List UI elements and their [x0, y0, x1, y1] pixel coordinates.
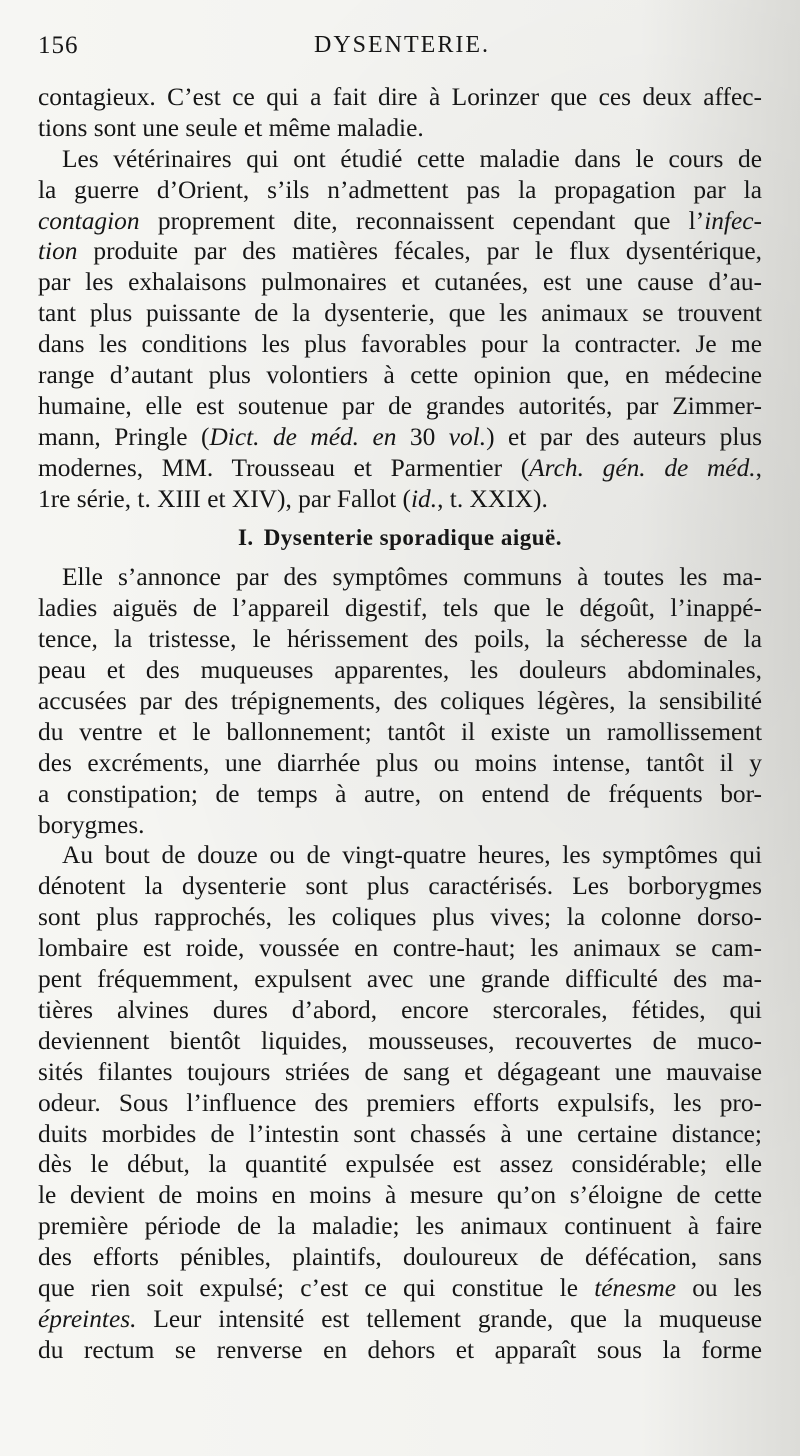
text-line: contagieux. C’est ce qui a fait dire à Lorinzer que ces deux affec- — [38, 83, 762, 111]
text-line: dans les conditions les plus favorables pour la contracter. Je me — [38, 330, 762, 359]
italic-term: contagion — [38, 206, 140, 235]
italic-term: ténesme — [594, 1273, 676, 1302]
text-line: humaine, elle est soutenue par de grandes autorités, par Zimmer- — [38, 391, 762, 420]
text-line: borygmes. — [38, 810, 145, 839]
text-line: par les exhalaisons pulmonaires et cutanées, est une cause d’au- — [38, 268, 762, 297]
italic-citation: Arch. gén. de méd. — [529, 453, 756, 482]
section-heading — [38, 514, 762, 562]
text-line: range d’autant plus volontiers à cette opinion que, en médecine — [38, 361, 762, 390]
text-line: tion produite par des matières fécales, par le flux dysentérique, — [38, 237, 762, 266]
text-line: ladies aiguës de l’appareil digestif, tels que le dégoût, l’inappé- — [38, 594, 762, 623]
text-line: contagion proprement dite, reconnaissent cependant que l’infec- — [38, 206, 762, 235]
text-line: a constipation; de temps à autre, on entend de fréquents bor- — [38, 779, 762, 808]
text-line: première période de la maladie; les animaux continuent à faire — [38, 1212, 762, 1241]
section-number: I. — [237, 525, 254, 551]
italic-citation: id. — [410, 484, 438, 513]
italic-term: tion — [38, 237, 78, 266]
text-line: dès le début, la quantité expulsée est assez considérable; elle — [38, 1150, 762, 1179]
text-line: Elle s’annonce par des symptômes communs à toutes les ma- — [62, 563, 762, 592]
text-line: tence, la tristesse, le hérissement des poils, la sécheresse de la — [38, 625, 762, 654]
text-line: pent fréquemment, expulsent avec une grande difficulté des ma- — [38, 965, 762, 994]
text-line: 1re série, t. XIII et XIV), par Fallot (id., t. XXIX). — [38, 484, 548, 513]
italic-citation: vol. — [448, 422, 487, 451]
text-line: dénotent la dysenterie sont plus caractérisés. Les borborygmes — [38, 872, 762, 901]
text-line: sont plus rapprochés, les coliques plus vives; la colonne dorso- — [38, 903, 762, 932]
italic-term: épreintes. — [38, 1304, 137, 1333]
text-line: peau et des muqueuses apparentes, les douleurs abdominales, — [38, 656, 762, 685]
body-text — [38, 82, 762, 1366]
italic-term: infec- — [704, 206, 762, 235]
text-line: du ventre et le ballonnement; tantôt il existe un ramollissement — [38, 717, 762, 746]
text-line: mann, Pringle (Dict. de méd. en 30 vol.) et par des auteurs plus — [38, 422, 762, 451]
text-line: lombaire est roide, voussée en contre-haut; les animaux se cam- — [38, 934, 762, 963]
text-line: épreintes. Leur intensité est tellement grande, que la muqueuse — [38, 1304, 762, 1333]
text-line: tières alvines dures d’abord, encore stercorales, fétides, qui — [38, 995, 762, 1024]
text-line: accusées par des trépignements, des coliques légères, la sensibilité — [38, 687, 762, 716]
text-line: que rien soit expulsé; c’est ce qui constitue le ténesme ou les — [38, 1273, 762, 1302]
running-head — [38, 32, 760, 66]
text-line: sités filantes toujours striées de sang et dégageant une mauvaise — [38, 1057, 762, 1086]
italic-citation: Dict. de méd. en — [209, 422, 397, 451]
text-line: la guerre d’Orient, s’ils n’admettent pas la propagation par la — [38, 175, 762, 204]
text-line: Au bout de douze ou de vingt-quatre heures, les symptômes qui — [62, 841, 762, 870]
text-line: le devient de moins en moins à mesure qu’on s’éloigne de cette — [38, 1181, 762, 1210]
text-line: odeur. Sous l’influence des premiers efforts expulsifs, les pro- — [38, 1088, 762, 1117]
text-line: deviennent bientôt liquides, mousseuses, recouvertes de muco- — [38, 1026, 762, 1055]
text-line: tions sont une seule et même maladie. — [38, 113, 424, 142]
text-line: tant plus puissante de la dysenterie, que les animaux se trouvent — [38, 299, 762, 328]
text-line: duits morbides de l’intestin sont chassés à une certaine distance; — [38, 1119, 762, 1148]
running-title: DYSENTERIE. — [314, 32, 490, 58]
section-title: Dysenterie sporadique aiguë. — [263, 525, 562, 551]
text-line: des excréments, une diarrhée plus ou moins intense, tantôt il y — [38, 748, 762, 777]
text-line: du rectum se renverse en dehors et apparaît sous la forme — [38, 1335, 762, 1364]
text-line: modernes, MM. Trousseau et Parmentier (Arch. gén. de méd., — [38, 453, 762, 482]
text-line: des efforts pénibles, plaintifs, douloureux de défécation, sans — [38, 1243, 762, 1272]
text-line: Les vétérinaires qui ont étudié cette maladie dans le cours de — [62, 144, 762, 173]
page-number: 156 — [38, 32, 79, 59]
